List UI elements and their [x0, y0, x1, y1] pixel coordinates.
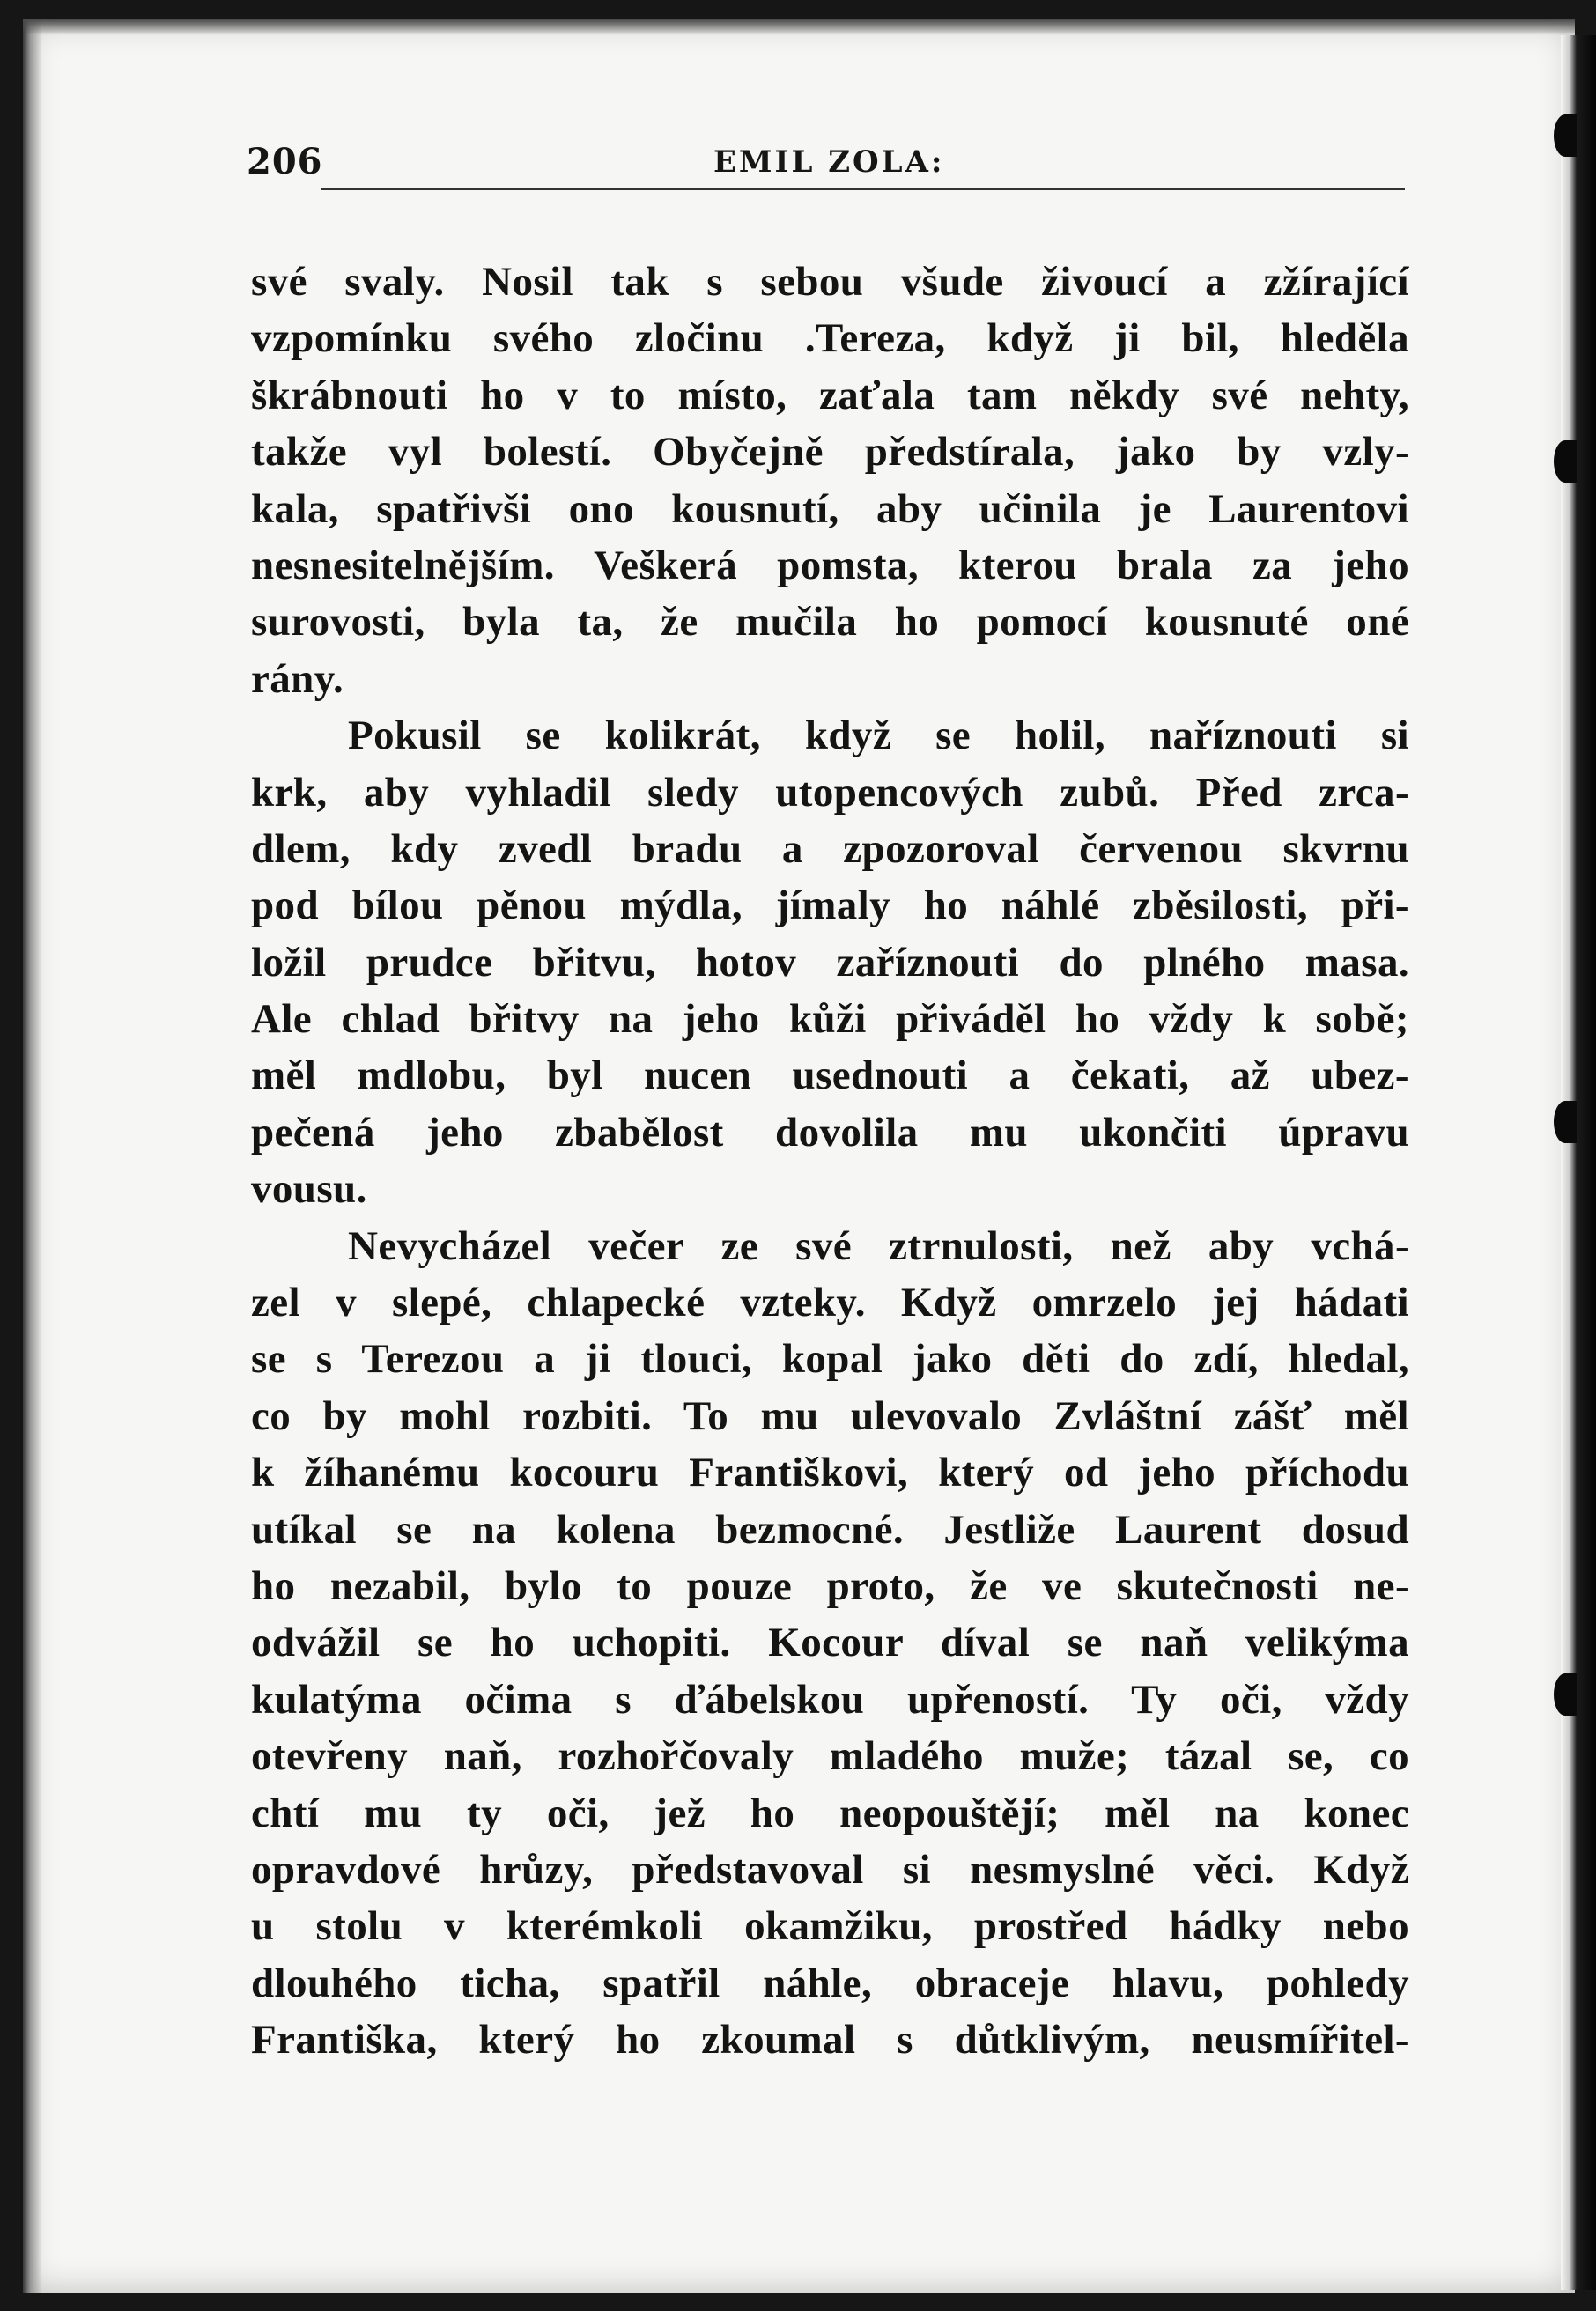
running-head: EMIL ZOLA: — [713, 144, 945, 180]
text-line: otevřeny naň, rozhořčovaly mladého muže; tázal se, co — [251, 1733, 1409, 1780]
text-line: utíkal se na kolena bezmocné. Jestliže Laurent dosud — [251, 1506, 1409, 1553]
text-line: rány. — [251, 655, 344, 702]
text-line: své svaly. Nosil tak s sebou všude živoucí a zžírající — [251, 259, 1409, 305]
text-line: Františka, který ho zkoumal s důtklivým, neusmířitel- — [251, 2017, 1409, 2064]
text-line: ložil prudce břitvu, hotov zaříznouti do plného masa. — [251, 939, 1409, 986]
binding-mark — [1554, 440, 1577, 483]
text-line: surovosti, byla ta, že mučila ho pomocí kousnuté oné — [251, 599, 1409, 646]
text-line: u stolu v kterémkoli okamžiku, prostřed hádky nebo — [251, 1903, 1409, 1950]
header-rule — [321, 188, 1405, 190]
text-line: pečená jeho zbabělost dovolila mu ukončiti úpravu — [251, 1109, 1409, 1156]
text-line: dlem, kdy zvedl bradu a zpozoroval červenou skvrnu — [251, 825, 1409, 872]
text-line: k žíhanému kocouru Františkovi, který od jeho příchodu — [251, 1450, 1409, 1496]
text-line: pod bílou pěnou mýdla, jímaly ho náhlé zběsilosti, při- — [251, 882, 1409, 929]
text-line: škrábnouti ho v to místo, zaťala tam někdy své nehty, — [251, 372, 1409, 418]
text-line: Ale chlad břitvy na jeho kůži přiváděl ho vždy k sobě; — [251, 996, 1409, 1043]
text-line: Nevycházel večer ze své ztrnulosti, než aby vchá- — [348, 1222, 1409, 1269]
text-line: kala, spatřivši ono kousnutí, aby učinila je Laurentovi — [251, 485, 1409, 532]
text-line: krk, aby vyhladil sledy utopencových zubů. Před zrca- — [251, 769, 1409, 816]
binding-mark — [1554, 1673, 1577, 1716]
text-line: co by mohl rozbiti. To mu ulevovalo Zvláštní zášť měl — [251, 1392, 1409, 1439]
text-line: vzpomínku svého zločinu .Tereza, když ji bil, hleděla — [251, 315, 1409, 362]
text-line: odvážil se ho uchopiti. Kocour díval se naň velikýma — [251, 1620, 1409, 1666]
binding-mark — [1554, 1101, 1577, 1143]
text-line: měl mdlobu, byl nucen usednouti a čekati, až ubez- — [251, 1052, 1409, 1099]
binding-mark — [1554, 114, 1577, 157]
body-text — [251, 254, 1409, 2069]
book-spine — [1561, 35, 1596, 2290]
text-line: takže vyl bolestí. Obyčejně předstírala, jako by vzly- — [251, 429, 1409, 476]
text-line: nesnesitelnějším. Veškerá pomsta, kterou brala za jeho — [251, 542, 1409, 588]
page-header — [247, 141, 1409, 194]
text-line: zel v slepé, chlapecké vzteky. Když omrzelo jej hádati — [251, 1280, 1409, 1326]
page-edge-left — [23, 19, 42, 2293]
text-line: vousu. — [251, 1166, 367, 1213]
text-line: dlouhého ticha, spatřil náhle, obraceje hlavu, pohledy — [251, 1960, 1409, 2006]
text-line: se s Terezou a ji tlouci, kopal jako děti do zdí, hledal, — [251, 1336, 1409, 1383]
page-number: 206 — [247, 141, 323, 182]
text-line: kulatýma očima s ďábelskou upřeností. Ty oči, vždy — [251, 1676, 1409, 1723]
page-edge-top — [23, 19, 1575, 35]
text-line: Pokusil se kolikrát, když se holil, naříznouti si — [348, 712, 1409, 759]
text-line: ho nezabil, bylo to pouze proto, že ve skutečnosti ne- — [251, 1562, 1409, 1609]
text-line: chtí mu ty oči, jež ho neopouštějí; měl na konec — [251, 1790, 1409, 1836]
text-line: opravdové hrůzy, představoval si nesmyslné věci. Když — [251, 1846, 1409, 1893]
